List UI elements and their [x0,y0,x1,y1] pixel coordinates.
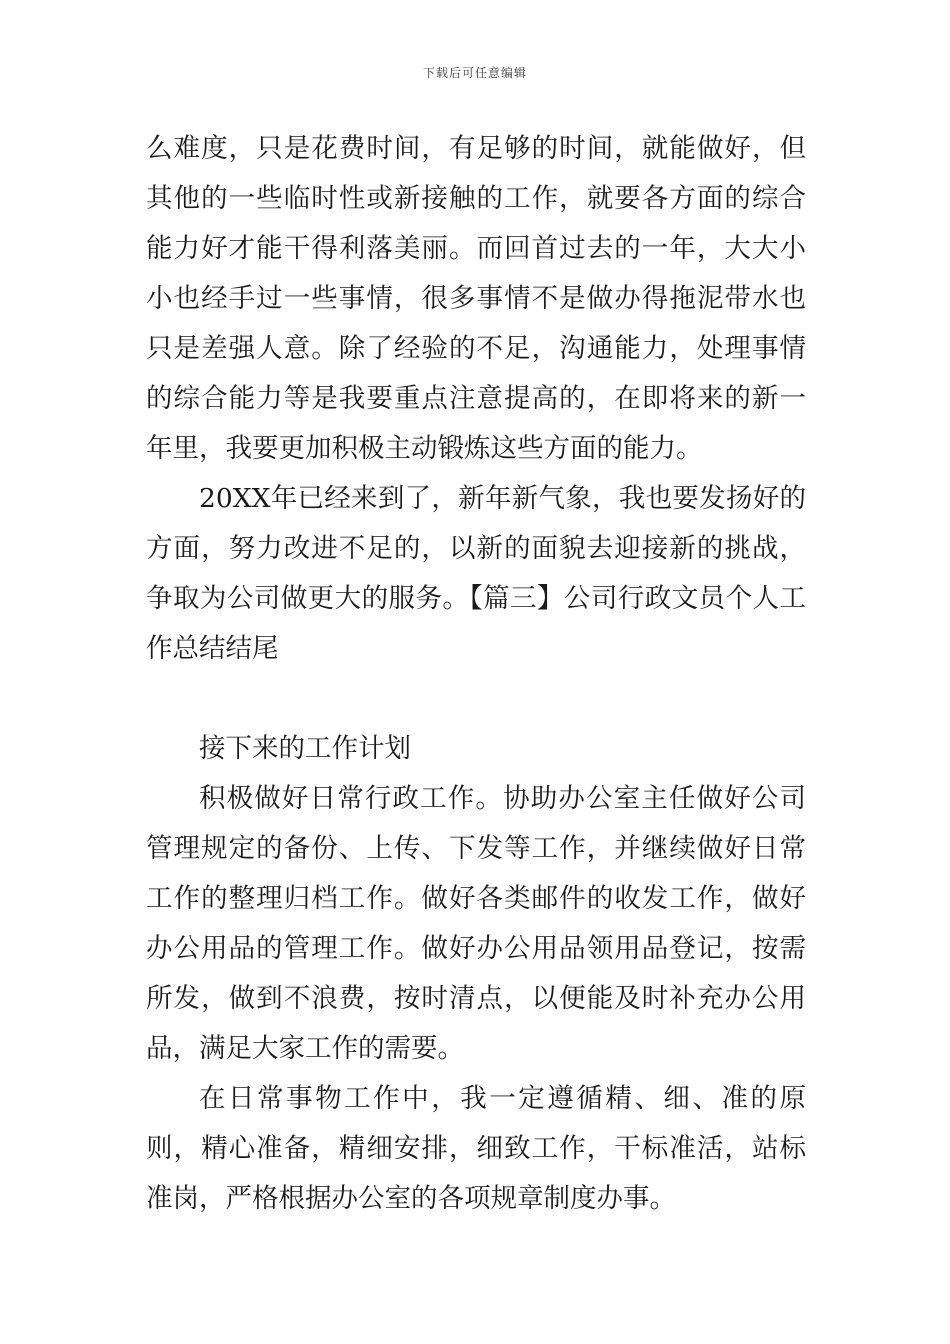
paragraph-1: 么难度，只是花费时间，有足够的时间，就能做好，但其他的一些临时性或新接触的工作，就要各方面的综合能力好才能干得利落美丽。而回首过去的一年，大大小小也经手过一些事情，很多事情不是做办得拖泥带水也只是差强人意。除了经验的不足，沟通能力，处理事情的综合能力等是我要重点注意提高的，在即将来的新一年里，我要更加积极主动锻炼这些方面的能力。 [146,133,806,464]
blank-line [146,674,806,724]
section-heading: 接下来的工作计划 [199,733,411,764]
document-body [146,124,806,1224]
page-header: 下载后可任意编辑 [422,66,527,80]
paragraph-3: 积极做好日常行政工作。协助办公室主任做好公司管理规定的备份、上传、下发等工作，并继续做好日常工作的整理归档工作。做好各类邮件的收发工作，做好办公用品的管理工作。做好办公用品领用品登记，按需所发，做到不浪费，按时清点，以便能及时补充办公用品，满足大家工作的需要。 [146,783,806,1064]
paragraph-2: 20XX年已经来到了，新年新气象，我也要发扬好的方面，努力改进不足的，以新的面貌去迎接新的挑战，争取为公司做更大的服务。【篇三】公司行政文员个人工作总结结尾 [146,483,806,664]
paragraph-4: 在日常事物工作中，我一定遵循精、细、准的原则，精心准备，精细安排，细致工作，干标准活，站标准岗，严格根据办公室的各项规章制度办事。 [146,1083,806,1214]
